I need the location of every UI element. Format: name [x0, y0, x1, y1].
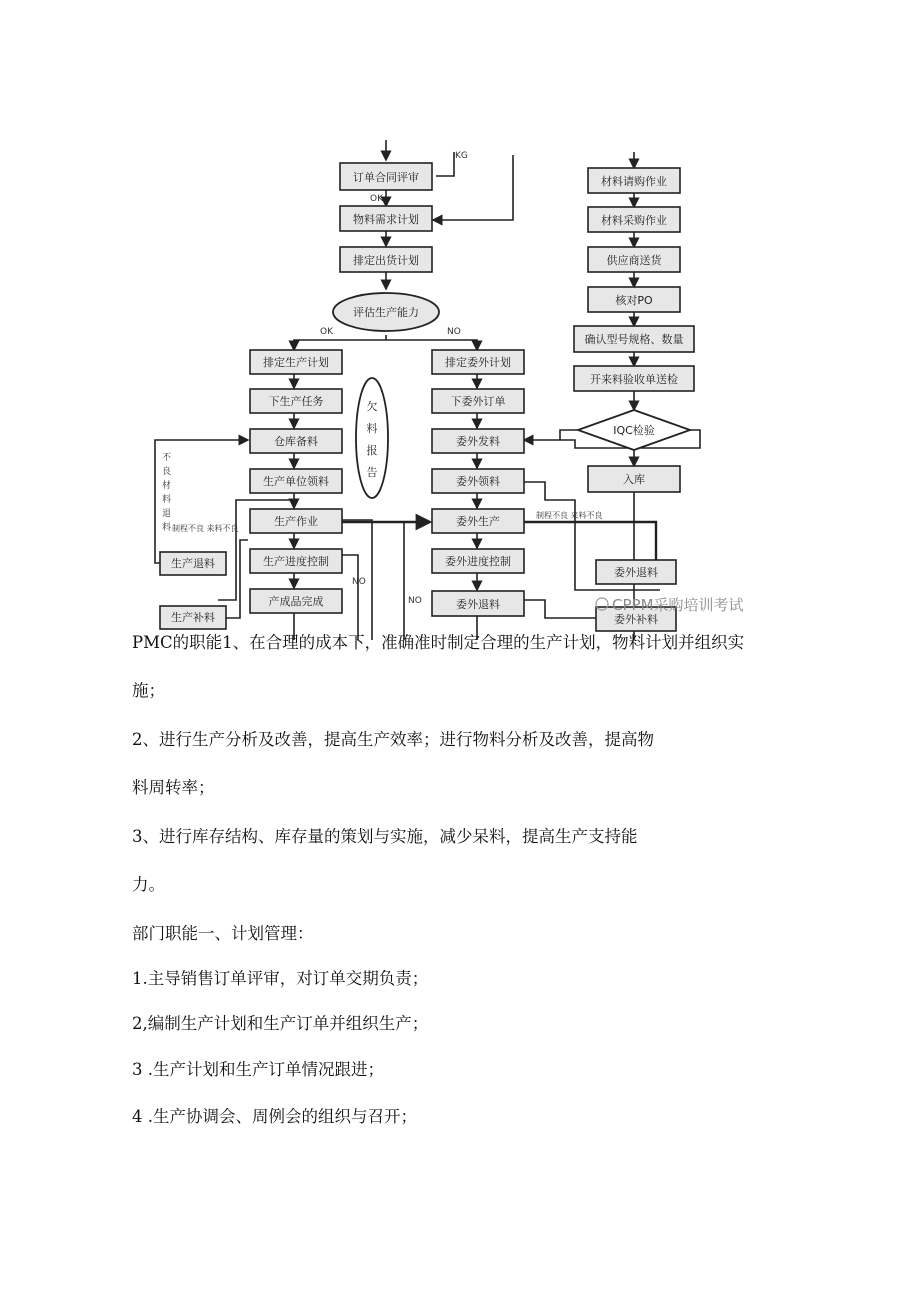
svg-text:订单合同评审: 订单合同评审: [353, 171, 419, 184]
svg-text:排定委外计划: 排定委外计划: [445, 356, 511, 369]
outsource-return-node: [596, 560, 676, 584]
no-label-outsource: NO: [408, 596, 422, 606]
svg-text:委外退料: 委外退料: [614, 566, 658, 579]
progress-control-node: [250, 549, 342, 573]
paragraph-3-line-1: 3、进行库存结构、库存量的策划与实施，减少呆料，提高生产支持能: [132, 827, 638, 846]
svg-text:仓库备料: 仓库备料: [274, 435, 318, 448]
svg-text:委外补料: 委外补料: [614, 613, 658, 626]
production-task-node: [250, 389, 342, 413]
paragraph-2-line-2: 料周转率；: [132, 778, 215, 797]
paragraph-2-line-1: 2、进行生产分析及改善，提高生产效率；进行物料分析及改善，提高物: [132, 730, 654, 749]
kg-label: KG: [455, 151, 468, 161]
production-work-node: [250, 509, 342, 533]
list-item-4: 4 .生产协调会、周例会的组织与召开；: [132, 1107, 417, 1126]
section-heading: 部门职能一、计划管理：: [132, 924, 314, 943]
svg-text:欠: 欠: [366, 400, 378, 413]
svg-text:评估生产能力: 评估生产能力: [353, 306, 419, 319]
finished-goods-node: [250, 589, 342, 613]
no-label-inhouse: NO: [352, 577, 366, 587]
ok-label-split: OK: [320, 327, 333, 337]
svg-text:料: 料: [162, 495, 172, 505]
svg-text:产成品完成: 产成品完成: [268, 595, 324, 608]
purchase-request-node: [588, 168, 680, 193]
production-supplement-node: [160, 606, 226, 629]
svg-text:供应商送货: 供应商送货: [606, 254, 662, 267]
svg-text:生产补料: 生产补料: [171, 611, 215, 624]
svg-text:材: 材: [162, 481, 172, 491]
svg-text:料: 料: [366, 422, 378, 435]
shortage-report-node: [356, 378, 388, 498]
svg-text:确认型号规格、数量: 确认型号规格、数量: [584, 333, 684, 346]
shipment-plan-node: [340, 247, 432, 272]
svg-text:生产作业: 生产作业: [274, 515, 318, 528]
inhouse-plan-node: [250, 350, 342, 374]
svg-text:料: 料: [162, 523, 172, 533]
order-review-node: [340, 163, 432, 190]
watermark: [596, 596, 744, 614]
list-item-2: 2,编制生产计划和生产订单并组织生产；: [132, 1014, 429, 1033]
outsource-order-node: [432, 389, 524, 413]
supplier-delivery-node: [588, 247, 680, 272]
list-item-1: 1.主导销售订单评审，对订单交期负责；: [132, 969, 429, 988]
iqc-decision-node: [578, 410, 690, 450]
outsource-return-inline-node: [432, 591, 524, 616]
svg-text:告: 告: [366, 466, 378, 479]
capacity-evaluation-node: [333, 293, 439, 331]
material-pick-node: [250, 469, 342, 493]
no-label-split: NO: [447, 327, 461, 337]
svg-text:排定出货计划: 排定出货计划: [353, 254, 419, 267]
material-requirement-node: [340, 206, 432, 231]
svg-text:委外退料: 委外退料: [456, 598, 500, 611]
defect-material-note: [162, 452, 171, 533]
outsource-production-node: [432, 509, 524, 533]
svg-text:物料需求计划: 物料需求计划: [353, 213, 419, 226]
svg-text:入库: 入库: [623, 473, 645, 486]
defect-note-left: 制程不良 来料不良: [172, 524, 239, 533]
ok-label-top: OK: [370, 194, 383, 204]
svg-text:生产进度控制: 生产进度控制: [263, 555, 329, 568]
flowchart-diagram: [0, 0, 920, 640]
svg-text:开来料验收单送检: 开来料验收单送检: [590, 373, 678, 386]
paragraph-1-line-2: 施；: [132, 681, 165, 700]
paragraph-3-line-2: 力。: [132, 875, 165, 894]
outsource-plan-node: [432, 350, 524, 374]
svg-text:委外生产: 委外生产: [456, 515, 500, 528]
svg-text:下委外订单: 下委外订单: [450, 395, 506, 408]
svg-text:不: 不: [162, 453, 172, 463]
svg-text:委外发料: 委外发料: [456, 435, 500, 448]
inspection-slip-node: [574, 366, 694, 391]
svg-text:委外领料: 委外领料: [456, 475, 500, 488]
purchase-work-node: [588, 207, 680, 232]
warehouse-in-node: [588, 466, 680, 492]
svg-text:材料请购作业: 材料请购作业: [601, 175, 667, 188]
confirm-spec-node: [574, 326, 694, 352]
svg-text:生产单位领料: 生产单位领料: [263, 475, 329, 488]
svg-text:排定生产计划: 排定生产计划: [263, 356, 329, 369]
svg-text:材料采购作业: 材料采购作业: [601, 214, 667, 227]
svg-text:核对PO: 核对PO: [615, 294, 653, 307]
defect-note-right: 制程不良 来料不良: [536, 511, 603, 520]
paragraph-1-line-1: PMC的职能1、在合理的成本下，准确准时制定合理的生产计划，物料计划并组织实: [132, 633, 745, 652]
svg-text:退: 退: [162, 509, 172, 519]
svg-text:CPPM采购培训考试: CPPM采购培训考试: [612, 596, 744, 614]
outsource-issue-node: [432, 429, 524, 453]
svg-text:委外进度控制: 委外进度控制: [445, 555, 511, 568]
outsource-progress-node: [432, 549, 524, 573]
check-po-node: [588, 287, 680, 312]
production-return-node: [160, 552, 226, 575]
svg-text:IQC检验: IQC检验: [613, 424, 655, 437]
list-item-3: 3 .生产计划和生产订单情况跟进；: [132, 1060, 384, 1079]
outsource-pick-node: [432, 469, 524, 493]
warehouse-prep-node: [250, 429, 342, 453]
svg-text:良: 良: [162, 467, 172, 477]
svg-text:报: 报: [366, 444, 378, 457]
svg-text:生产退料: 生产退料: [171, 557, 215, 570]
svg-text:下生产任务: 下生产任务: [268, 395, 324, 408]
